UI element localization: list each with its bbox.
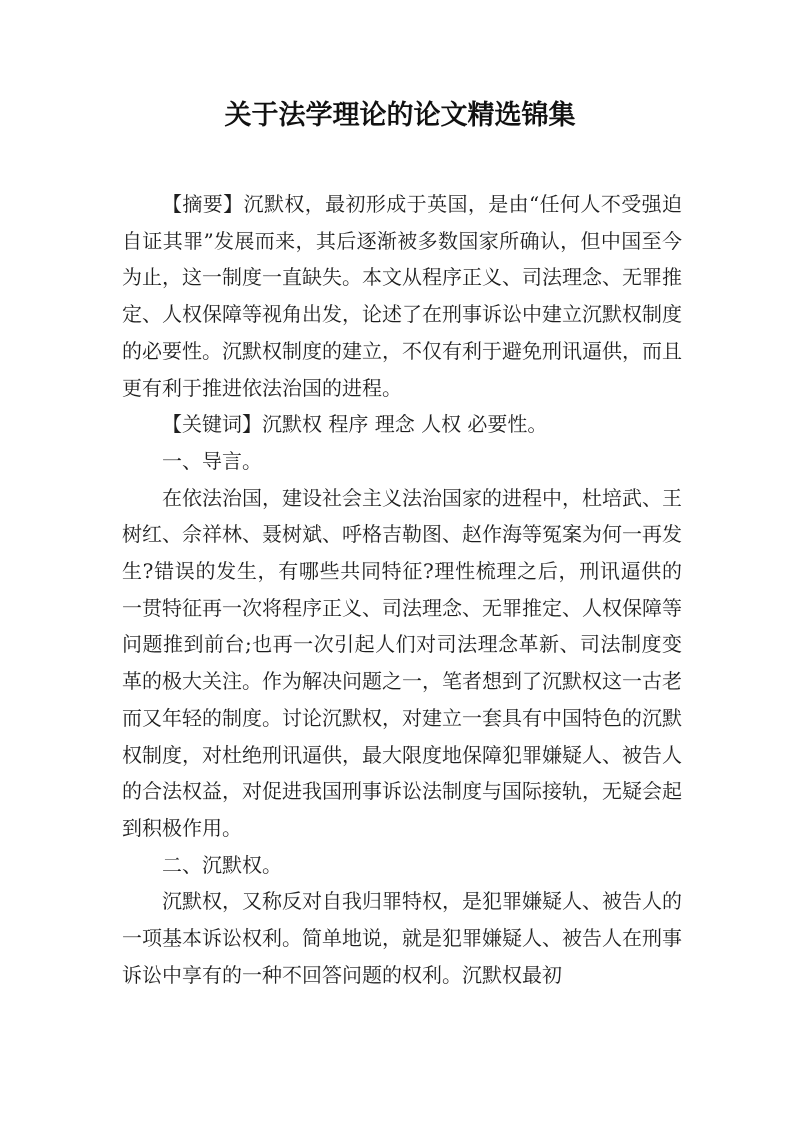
section-heading-introduction: 一、导言。 <box>162 448 262 473</box>
document-body <box>122 186 682 993</box>
section-heading-right-to-silence: 二、沉默权。 <box>162 852 282 877</box>
body-paragraph: 沉默权，又称反对自我归罪特权，是犯罪嫌疑人、被告人的一项基本诉讼权利。简单地说，就是犯罪嫌疑人、被告人在刑事诉讼中享有的一种不回答问题的权利。沉默权最初 <box>122 889 682 987</box>
keywords-paragraph: 【关键词】沉默权 程序 理念 人权 必要性。 <box>162 412 548 437</box>
document-title: 关于法学理论的论文精选锦集 <box>224 100 576 131</box>
body-paragraph: 在依法治国，建设社会主义法治国家的进程中，杜培武、王树红、佘祥林、聂树斌、呼格吉勒图、赵作海等冤案为何一再发生?错误的发生，有哪些共同特征?理性梳理之后，刑讯逼供的一贯特征再一次将程序正义、司法理念、无罪推定、人权保障等问题推到前台;也再一次引起人们对司法理念革新、司法制度变革的极大关注。作为解决问题之一，笔者想到了沉默权这一古老而又年轻的制度。讨论沉默权，对建立一套具有中国特色的沉默权制度，对杜绝刑讯逼供，最大限度地保障犯罪嫌疑人、被告人的合法权益，对促进我国刑事诉讼法制度与国际接轨，无疑会起到积极作用。 <box>122 485 682 840</box>
abstract-paragraph: 【摘要】沉默权，最初形成于英国，是由“任何人不受强迫自证其罪”发展而来，其后逐渐被多数国家所确认，但中国至今为止，这一制度一直缺失。本文从程序正义、司法理念、无罪推定、人权保障等视角出发，论述了在刑事诉讼中建立沉默权制度的必要性。沉默权制度的建立，不仅有利于避免刑讯逼供，而且更有利于推进依法治国的进程。 <box>122 192 682 400</box>
